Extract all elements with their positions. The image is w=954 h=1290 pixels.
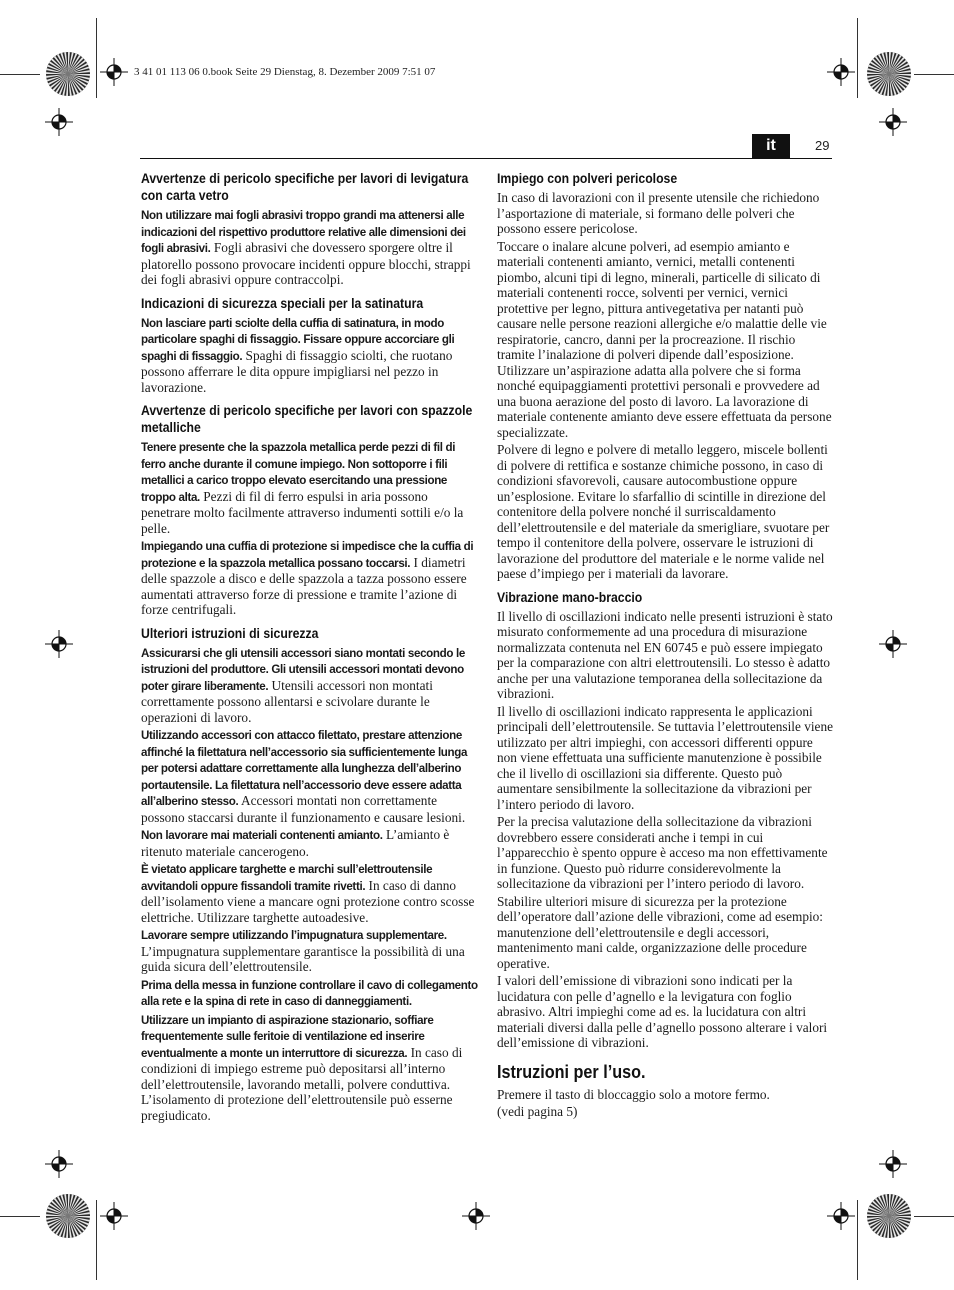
- section-satin: [141, 295, 479, 396]
- paragraph: [141, 861, 479, 925]
- warning-text: Non lavorare mai materiali contenenti amianto.: [141, 829, 383, 842]
- paragraph: [141, 827, 479, 859]
- page-number: 29: [815, 138, 830, 153]
- paragraph: [141, 645, 479, 726]
- paragraph: [141, 977, 479, 1010]
- paragraph: Premere il tasto di bloccaggio solo a motore fermo.: [497, 1086, 770, 1102]
- warning-text: Non lasciare parti sciolte della cuffia di satinatura, in modo particolare spaghi di fissaggio. Fissare oppure accorciare gli spaghi di fissaggio.: [141, 316, 455, 363]
- starburst-icon: [866, 51, 912, 97]
- paragraph: In caso di lavorazioni con il presente utensile che richiedono l’asportazione di materiale, si formano delle polveri che possono essere pericolose.: [497, 190, 820, 236]
- crop-line: [914, 1216, 954, 1217]
- crosshair-icon: [879, 108, 907, 136]
- crosshair-icon: [827, 1202, 855, 1230]
- crop-line: [0, 74, 40, 75]
- header-rule: [140, 158, 832, 159]
- paragraph: [141, 207, 479, 288]
- crosshair-icon: [45, 630, 73, 658]
- warning-text: Tenere presente che la spazzola metallica perde pezzi di fil di ferro anche durante il comune impiego. Non sottoporre i fili metallici a carico troppo elevato esercitando una pressione troppo alta.: [141, 441, 456, 504]
- crosshair-icon: [45, 108, 73, 136]
- paragraph: [141, 439, 479, 536]
- warning-text: Assicurarsi che gli utensili accessori siano montati secondo le istruzioni del produttore. Gli utensili accessori montati devono poter girare liberamente.: [141, 646, 465, 693]
- section-heading: Impiego con polveri pericolose: [497, 171, 678, 186]
- body-text: I diametri delle spazzole a disco e delle spazzola a tazza possono essere aumentati attraverso forze di pressione e tramite l’azione di forze centrifugali.: [141, 554, 467, 617]
- paragraph: (vedi pagina 5): [497, 1104, 578, 1119]
- starburst-icon: [45, 1193, 91, 1239]
- paragraph: Toccare o inalare alcune polveri, ad esempio amianto e materiali contenenti amianto, vernici, metalli contenenti piombo, alcuni tipi di legno, minerali, particelle di silicato di materiali contenenti rocce, solventi per vernici, vernici protettive per legno, pittura antivegetativa per natanti può causare nelle persone reazioni allergiche e/o malattie delle vie respiratorie, cancro, danni per la procreazione. Il rischio tramite l’inalazione di polveri dipende dall’esposizione. Utilizzare un’aspirazione adatta alla polvere che si forma nonché equipaggiamenti protettivi personali e provvedere ad una buona aerazione del posto di lavoro. La lavorazione di materiale contenente amianto deve essere effettuata da persone specializzate.: [497, 238, 832, 440]
- body-text: Fogli abrasivi che dovessero sporgere oltre il platorello possono provocare incidenti oppure blocchi, strappi dei fogli abrasivi oppure contraccolpi.: [141, 240, 471, 287]
- crosshair-icon: [879, 1150, 907, 1178]
- section-heading: Indicazioni di sicurezza speciali per la satinatura: [141, 295, 424, 311]
- paragraph: Il livello di oscillazioni indicato rappresenta le applicazioni principali dell’elettroutensile. Se tuttavia l’elettroutensile viene utilizzato per altri impieghi, con accessori differenti oppure non viene effettuata una sufficiente manutenzione è possibile che il livello di oscillazioni sia differente. Questo può aumentare sensibilmente la sollecitazione da vibrazioni per l’intero periodo di lavoro.: [497, 703, 833, 812]
- paragraph: [141, 927, 479, 975]
- section-heading: Ulteriori istruzioni di sicurezza: [141, 625, 319, 641]
- body-text: L’impugnatura supplementare garantisce la possibilità di una guida sicura dell’elettroutensile.: [141, 943, 465, 974]
- crosshair-icon: [827, 58, 855, 86]
- body-text: Accessori montati non correttamente possono staccarsi durante il funzionamento e causare lesioni.: [141, 793, 466, 825]
- paragraph: [141, 315, 479, 396]
- language-badge: it: [752, 134, 790, 158]
- warning-text: Prima della messa in funzione controllare il cavo di collegamento alla rete e la spina di rete in caso di danneggiamenti.: [141, 978, 478, 1008]
- paragraph: [141, 1012, 479, 1124]
- crosshair-icon: [462, 1202, 490, 1230]
- section-sanding: [141, 170, 479, 288]
- crosshair-icon: [879, 630, 907, 658]
- section-vibration: [497, 589, 833, 1051]
- body-text: In caso di danno dell’isolamento viene a mancare ogni protezione contro scosse elettriche. Utilizzare targhette autoadesive.: [141, 877, 475, 925]
- warning-text: Lavorare sempre utilizzando l’impugnatura supplementare.: [141, 929, 447, 942]
- section-usage: [497, 1061, 833, 1120]
- paragraph: Per la precisa valutazione della sollecitazione da vibrazioni dovrebbero essere considerati anche i tempi in cui l’apparecchio è spento oppure è acceso ma non effettivamente in funzione. Questo può ridurre considerevolmente la sollecitazione da vibrazioni per l’intero periodo di lavoro.: [497, 814, 828, 891]
- crop-line: [0, 1216, 40, 1217]
- warning-text: Impiegando una cuffia di protezione si impedisce che la cuffia di protezione e la spazzola metallica possano toccarsi.: [141, 540, 474, 570]
- body-text: L’amianto è ritenuto materiale cancerogeno.: [141, 827, 450, 859]
- crop-line: [857, 1200, 858, 1280]
- section-further-safety: [141, 625, 479, 1124]
- right-column: [497, 170, 833, 1127]
- starburst-icon: [45, 51, 91, 97]
- paragraph: Polvere di legno e polvere di metallo leggero, miscele bollenti di polvere di rettifica e sostanze chimiche possono, in caso di condizioni sfavorevoli, causare autocombustione oppure un’esplosione. Evitare lo sfarfallio di scintille in direzione del contenitore della polvere nonché il surriscaldamento dell’elettroutensile e del materiale da smerigliare, svuotare per tempo il contenitore della polvere, osservare le istruzioni di lavorazione del produttore del materiale e le norme valide nel paese d’impiego per i materiali da lavorare.: [497, 442, 830, 581]
- warning-text: Non utilizzare mai fogli abrasivi troppo grandi ma attenersi alle indicazioni del rispettivo produttore relative alle dimensioni dei fogli abrasivi.: [141, 209, 466, 255]
- crosshair-icon: [45, 1150, 73, 1178]
- body-text: Utensili accessori non montati correttamente possono allentarsi e scivolare durante le operazioni di lavoro.: [141, 677, 433, 725]
- warning-text: È vietato applicare targhette e marchi sull’elettroutensile avvitandoli oppure fissandoli tramite rivetti.: [141, 863, 433, 893]
- crop-line: [914, 74, 954, 75]
- crop-line: [857, 18, 858, 98]
- paragraph: [141, 727, 479, 825]
- left-column: [141, 170, 479, 1130]
- paragraph: Stabilire ulteriori misure di sicurezza per la protezione dell’operatore dall’azione delle vibrazioni, come ad esempio: manutenzione dell’elettroutensile e degli accessori, mantenimento mani calde, organizzazione delle procedure operative.: [497, 893, 824, 971]
- crosshair-icon: [100, 1202, 128, 1230]
- crosshair-icon: [100, 58, 128, 86]
- section-wire-brush: [141, 402, 479, 618]
- crop-line: [96, 1200, 97, 1280]
- paragraph: [141, 538, 479, 618]
- section-heading: Avvertenze di pericolo specifiche per lavori con spazzole metalliche: [141, 403, 473, 435]
- warning-text: Utilizzando accessori con attacco filettato, prestare attenzione affinché la filettatura nell’accessorio sia sufficientemente lunga per potersi adattare correttamente alla lunghezza dell’alberino portautensile. La filettatura nell’accessorio deve essere adatta all’alberino stesso.: [141, 729, 468, 808]
- crop-line: [96, 18, 97, 98]
- section-heading: Avvertenze di pericolo specifiche per lavori di levigatura con carta vetro: [141, 171, 469, 203]
- section-hazardous-dust: [497, 170, 833, 582]
- section-heading: Vibrazione mano-braccio: [497, 589, 643, 605]
- warning-text: Utilizzare un impianto di aspirazione stazionario, soffiare frequentemente sulle feritoie di ventilazione ed inserire eventualmente a monte un interruttore di sicurezza.: [141, 1013, 434, 1060]
- section-title: Istruzioni per l’uso.: [497, 1061, 646, 1082]
- starburst-icon: [866, 1193, 912, 1239]
- body-text: Pezzi di fil di ferro espulsi in aria possono penetrare molto facilmente attraverso indumenti sottili e/o la pelle.: [141, 488, 464, 536]
- book-slug: 3 41 01 113 06 0.book Seite 29 Dienstag, 8. Dezember 2009 7:51 07: [134, 66, 436, 78]
- body-text: In caso di condizioni di impiego estreme può depositarsi all’interno dell’elettroutensile, lavorando metalli, polvere conduttiva. L’isolamento di protezione dell’elettroutensile può esserne pregiudicato.: [141, 1044, 463, 1123]
- paragraph: I valori dell’emissione di vibrazioni sono indicati per la lucidatura con pelle d’agnello e la levigatura con foglio abrasivo. Altri impieghi come ad es. la lucidatura con altri materiali diversi dalla pelle d’agnello possono alterare i valori dell’emissione di vibrazioni.: [497, 973, 828, 1050]
- paragraph: Il livello di oscillazioni indicato nelle presenti istruzioni è stato misurato conformemente ad una procedura di misurazione normalizzata contenuta nel EN 60745 e può essere impiegato per la comparazione con altri elettroutensili. Lo stesso è adatto anche per una valutazione temporanea della sollecitazione da vibrazioni.: [497, 608, 833, 701]
- body-text: Spaghi di fissaggio sciolti, che ruotano possono afferrare le dita oppure impigliarsi nel pezzo in lavorazione.: [141, 347, 453, 395]
